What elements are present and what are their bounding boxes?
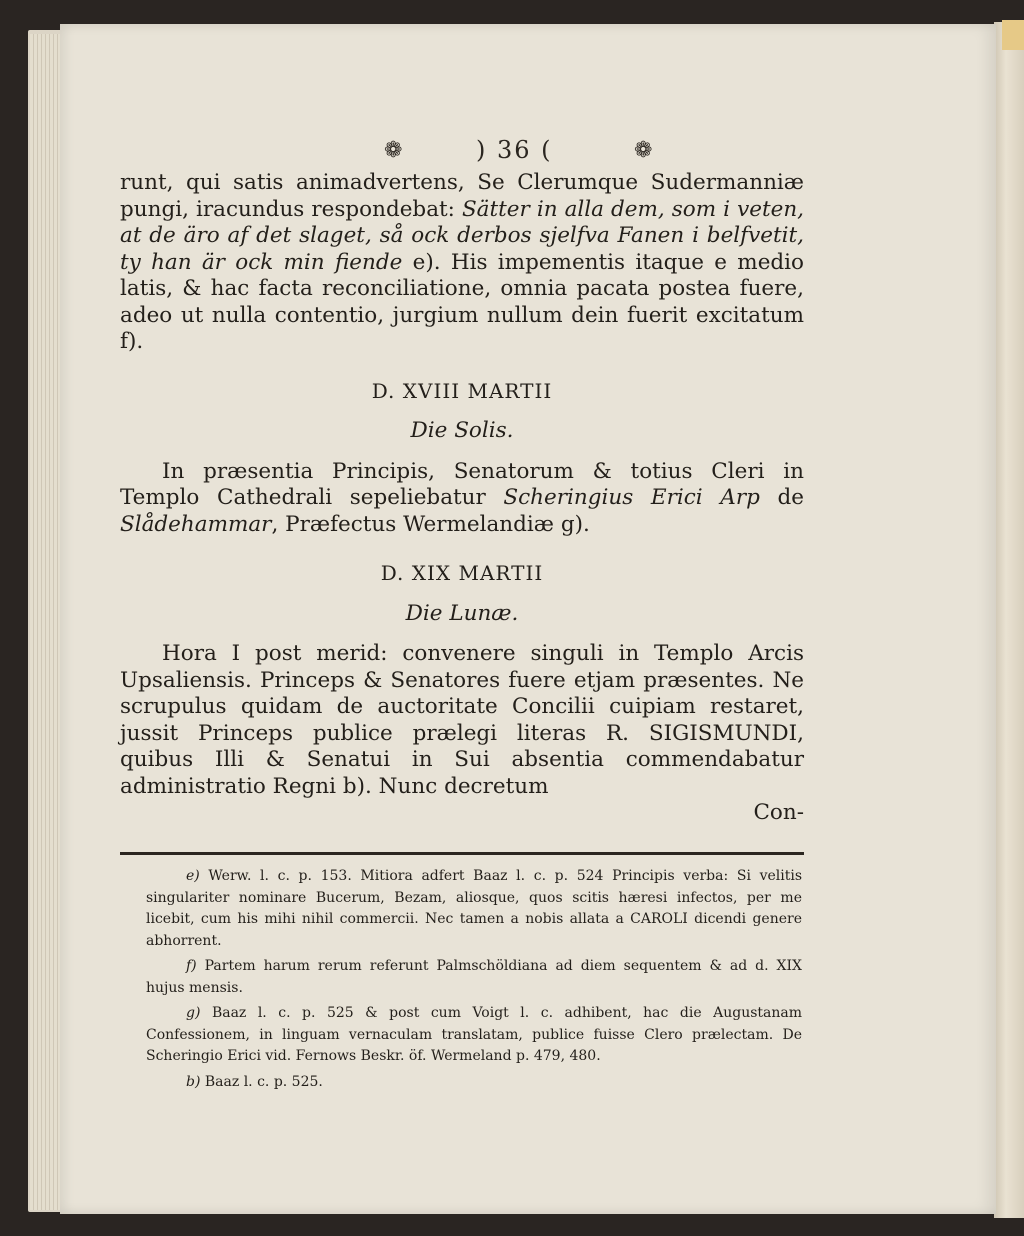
bookmark-tab — [1002, 20, 1024, 50]
ornament-left-icon: ❁ — [384, 138, 403, 163]
page-number: ) 36 ( — [476, 136, 553, 164]
footnote-f: f) Partem harum rerum referunt Palmschöldiana ad diem sequentem & ad d. XIX hujus mensis. — [146, 958, 802, 996]
right-leaf — [994, 22, 1024, 1218]
day-heading-2: Die Lunæ. — [405, 600, 519, 626]
date-heading-2: D. XIX MARTII — [380, 561, 544, 585]
swedish-quote: Sätter in alla dem, som i veten, at de äro af det slaget, så ock derbos sjelfva Fanen i belfvetit, ty han är ock min fiende — [120, 196, 805, 275]
footnote-rule — [120, 852, 804, 855]
page-edge-stack — [30, 34, 64, 1210]
paragraph-1: runt, qui satis animadvertens, Se Clerumque Sudermanniæ pungi, iracundus respondebat: Sätter in alla dem, som i veten, at de äro af det slaget, så ock derbos sjelfva Fanen i belfvetit, ty han är ock min fiende e). His impementis itaque e medio latis, & hac facta reconciliatione, omnia pacata postea fuere, adeo ut nulla contentio, jurgium nullum dein fuerit excitatum f). — [120, 170, 805, 354]
paragraph-2: In præsentia Principis, Senatorum & totius Cleri in Templo Cathedrali sepeliebatur Scheringius Erici Arp de Slådehammar, Præfectus Wermelandiæ g). — [120, 458, 804, 537]
paragraph-3: Hora I post merid: convenere singuli in Templo Arcis Upsaliensis. Princeps & Senatores fuere etjam præsentes. Ne scrupulus quidam de auctoritate Concilii cuipiam restaret, jussit Princeps publice prælegi literas R. SIGISMUNDI, quibus Illi & Senatui in Sui absentia commendabatur administratio Regni b). Nunc decretum — [120, 641, 804, 799]
footnotes — [146, 866, 802, 1097]
ornament-right-icon: ❁ — [634, 138, 653, 163]
day-heading-1: Die Solis. — [410, 418, 514, 443]
footnote-e: e) Werw. l. c. p. 153. Mitiora adfert Baaz l. c. p. 524 Principis verba: Si velitis singulariter nominare Bucerum, Bezam, aliosque, quos scitis hæresi infectos, per me licebit, cum his mihi nihil commercii. Nec tamen a nobis allata a CAROLI dicendi genere abhorrent. — [146, 868, 802, 949]
footnote-g: g) Baaz l. c. p. 525 & post cum Voigt l. c. adhibent, hac die Augustanam Confessionem, in linguam vernaculam translatam, publice fuisse Clero prælectam. De Scheringio Erici vid. Fernows Beskr. öf. Wermeland p. 479, 480. — [146, 1005, 803, 1064]
date-heading-1: D. XVIII MARTII — [371, 378, 553, 403]
catchword: Con- — [753, 800, 804, 825]
body-text — [120, 170, 804, 827]
footnote-b: b) Baaz l. c. p. 525. — [186, 1073, 323, 1090]
page-header — [60, 132, 996, 172]
